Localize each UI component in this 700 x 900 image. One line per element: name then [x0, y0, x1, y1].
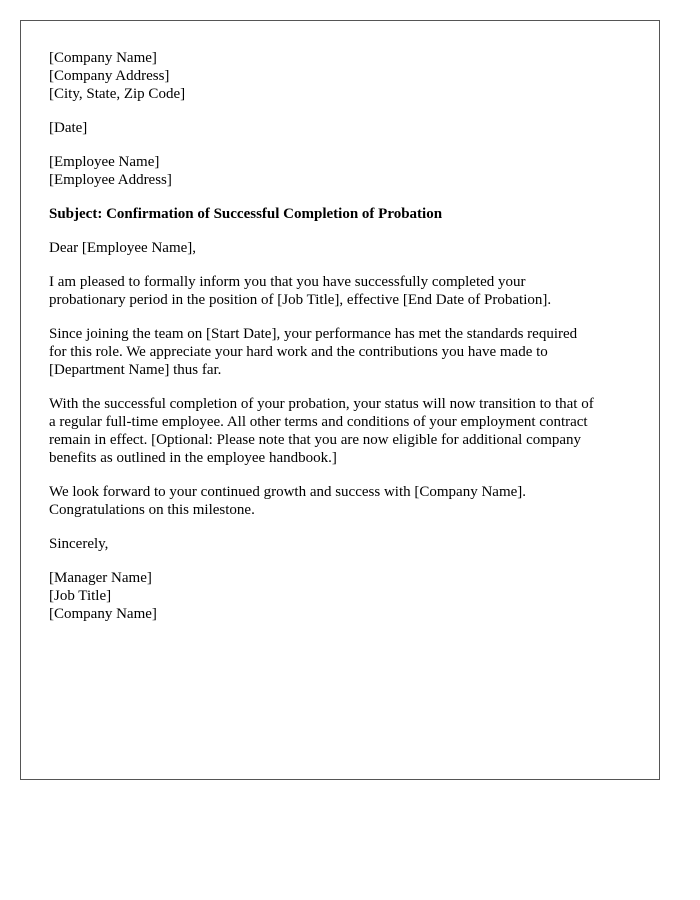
date-block: [49, 119, 639, 137]
paragraph-line: benefits as outlined in the employee handbook.]: [49, 450, 337, 466]
paragraph-line: remain in effect. [Optional: Please note that you are now eligible for additional company: [49, 432, 582, 448]
paragraph-line: [Department Name] thus far.: [49, 362, 222, 378]
sender-block: [49, 49, 639, 103]
paragraph-line: I am pleased to formally inform you that you have successfully completed your: [49, 274, 526, 290]
paragraph-congratulations: [49, 483, 639, 519]
subject-line: [49, 205, 639, 223]
recipient-name: [Employee Name]: [49, 154, 160, 170]
signature-job-title: [Job Title]: [49, 588, 112, 604]
closing: [49, 535, 639, 553]
letter-content: [49, 49, 639, 639]
paragraph-status-transition: [49, 395, 639, 467]
paragraph-line: probationary period in the position of [Job Title], effective [End Date of Probation].: [49, 292, 552, 308]
paragraph-line: Congratulations on this milestone.: [49, 502, 255, 518]
signature-manager-name: [Manager Name]: [49, 570, 152, 586]
paragraph-performance: [49, 325, 639, 379]
sender-company-address: [Company Address]: [49, 68, 170, 84]
closing-text: Sincerely,: [49, 536, 109, 552]
sender-city-state-zip: [City, State, Zip Code]: [49, 86, 186, 102]
signature-block: [49, 569, 639, 623]
paragraph-line: We look forward to your continued growth and success with [Company Name].: [49, 484, 527, 500]
recipient-block: [49, 153, 639, 189]
paragraph-line: With the successful completion of your probation, your status will now transition to that of: [49, 396, 594, 412]
paragraph-completion-notice: [49, 273, 639, 309]
paragraph-line: Since joining the team on [Start Date], your performance has met the standards required: [49, 326, 578, 342]
letter-page: [20, 20, 660, 780]
subject-text: Subject: Confirmation of Successful Completion of Probation: [49, 206, 443, 222]
letter-date: [Date]: [49, 120, 88, 136]
recipient-address: [Employee Address]: [49, 172, 172, 188]
sender-company-name: [Company Name]: [49, 50, 157, 66]
signature-company-name: [Company Name]: [49, 606, 157, 622]
paragraph-line: a regular full-time employee. All other terms and conditions of your employment contract: [49, 414, 588, 430]
salutation: [49, 239, 639, 257]
paragraph-line: for this role. We appreciate your hard work and the contributions you have made to: [49, 344, 548, 360]
salutation-text: Dear [Employee Name],: [49, 240, 197, 256]
